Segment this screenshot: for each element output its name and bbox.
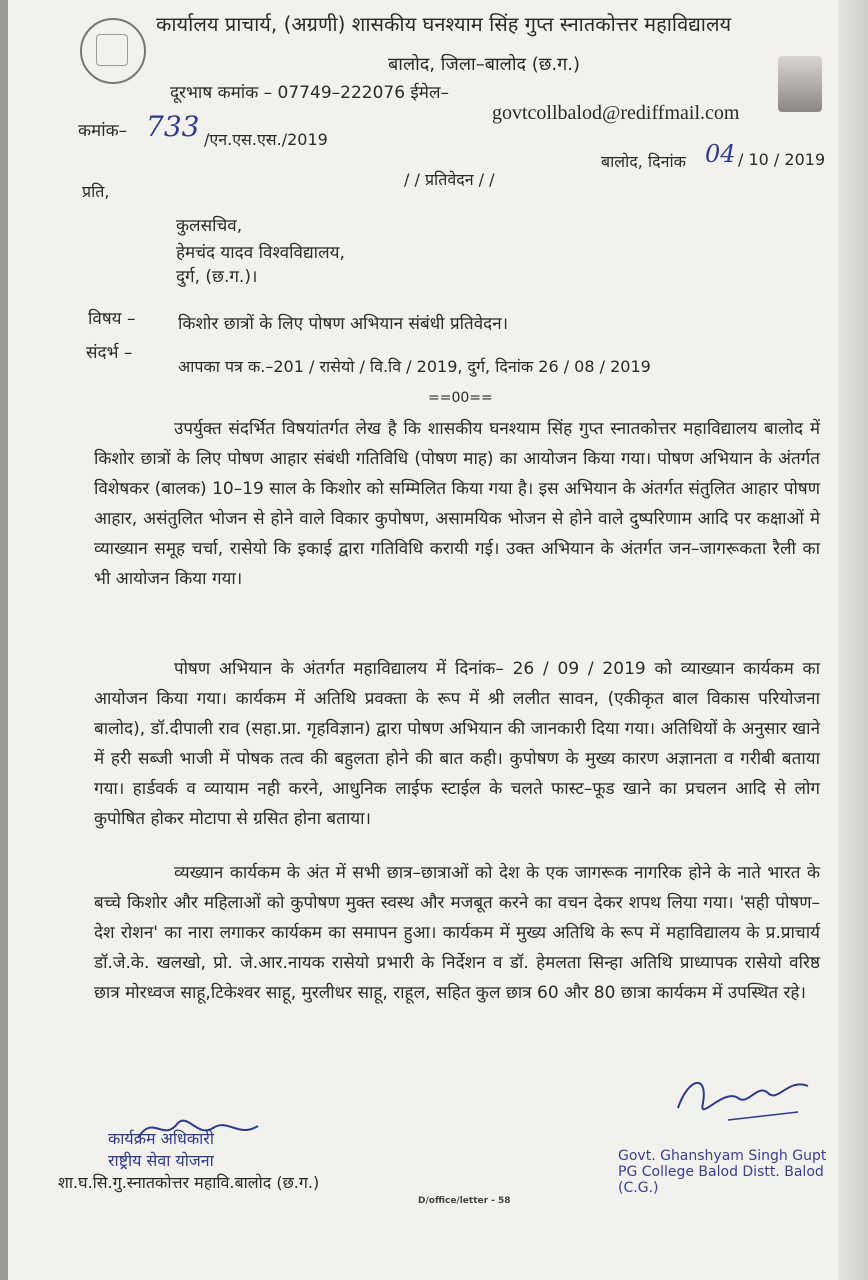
subject-text: किशोर छात्रों के लिए पोषण अभियान संबंधी प्रतिवेदन। — [178, 314, 509, 334]
letterhead-line1: कार्यालय प्राचार्य, (अग्रणी) शासकीय घनश्याम सिंह गुप्त स्नातकोत्तर महाविद्यालय — [156, 12, 732, 36]
ref-label: कमांक– — [78, 121, 128, 141]
page-edge — [838, 0, 868, 1280]
reference-label: संदर्भ – — [86, 343, 133, 363]
date-suffix: / 10 / 2019 — [738, 150, 826, 169]
officer-unit: राष्ट्रीय सेवा योजना — [108, 1151, 214, 1170]
to-line1: कुलसचिव, — [176, 216, 243, 236]
ref-suffix: /एन.एस.एस./2019 — [204, 130, 328, 149]
officer-college: शा.घ.सि.गु.स्नातकोत्तर महावि.बालोद (छ.ग.) — [58, 1173, 320, 1192]
principal-stamp-line1: Govt. Ghanshyam Singh Gupt — [618, 1148, 827, 1164]
paragraph-1: उपर्युक्त संदर्भित विषयांतर्गत लेख है कि शासकीय घनश्याम सिंह गुप्त स्नातकोत्तर महाविद्यालय बालोद में किशोर छात्रों के लिए पोषण आहार संबंधी गतिविधि (पोषण माह) का आयोजन किया गया। पोषण अभियान के अंतर्गत विशेषकर (बालक) 10–19 साल के किशोर को सम्मिलित किया गया है। इस अभियान के अंतर्गत संतुलित आहार पोषण आहार, असंतुलित भोजन से होने वाले विकार कुपोषण, असामयिक भोजन से होने वाले दुष्परिणाम आदि पर कक्षाओं मे व्याख्यान समूह चर्चा, रासेयो कि इकाई द्वारा गतिविधि करायी गई। उक्त अभियान के अंतर्गत जन–जागरूकता रैली का भी आयोजन किया गया। — [94, 419, 820, 589]
to-prefix: प्रति, — [82, 182, 110, 201]
to-line2: हेमचंद यादव विश्वविद्यालय, — [176, 243, 345, 263]
subject-label: विषय – — [88, 309, 136, 329]
to-line3: दुर्ग, (छ.ग.)। — [176, 267, 258, 287]
letter-page — [8, 0, 868, 1280]
principal-stamp — [618, 1148, 868, 1196]
letterhead-phone: दूरभाष कमांक – 07749–222076 ईमेल– — [170, 83, 449, 103]
divider: ==00== — [428, 390, 493, 406]
principal-stamp-line2: PG College Balod Distt. Balod (C.G.) — [618, 1164, 824, 1196]
footer-code: D/office/letter - 58 — [418, 1196, 511, 1206]
portrait-photo — [778, 56, 822, 112]
paragraph-2: पोषण अभियान के अंतर्गत महाविद्यालय में दिनांक– 26 / 09 / 2019 को व्याख्यान कार्यकम का आयोजन किया गया। कार्यकम में अतिथि प्रवक्ता के रूप में श्री ललीत सावन, (एकीकृत बाल विकास परियोजना बालोद), डॉ.दीपाली राव (सहा.प्रा. गृहविज्ञान) द्वारा पोषण अभियान की जानकारी दिया गया। अतिथियों के अनुसार खाने में हरी सब्जी भाजी में पोषक तत्व की बहुलता होने की बात कही। कुपोषण के मुख्य कारण अज्ञानता व गरीबी बताया गया। हार्डवर्क व व्यायाम नही करने, आधुनिक लाईफ स्टाईल के चलते फास्ट–फूड खाने का प्रचलन आदि से लोग कुपोषित होकर मोटापा से ग्रसित होना बताया। — [94, 659, 820, 829]
officer-title: कार्यक्रम अधिकारी — [108, 1129, 214, 1148]
reference-text: आपका पत्र क.–201 / रासेयो / वि.वि / 2019, दुर्ग, दिनांक 26 / 08 / 2019 — [178, 357, 651, 376]
ref-number: 733 — [146, 110, 200, 143]
date-prefix: बालोद, दिनांक — [601, 152, 686, 171]
letterhead-email: govtcollbalod@rediffmail.com — [492, 102, 740, 124]
doc-type: / / प्रतिवेदन / / — [404, 170, 495, 189]
letterhead-line2: बालोद, जिला–बालोद (छ.ग.) — [388, 54, 581, 75]
paragraph-3: व्यख्यान कार्यकम के अंत में सभी छात्र–छात्राओं को देश के एक जागरूक नागरिक होने के नाते भारत के बच्चे किशोर और महिलाओं को कुपोषण मुक्त स्वस्थ और मजबूत करने का वचन देकर शपथ लिया गया। 'सही पोषण–देश रोशन' का नारा लगाकर कार्यकम का समापन हुआ। कार्यकम में मुख्य अतिथि के रूप में महाविद्यालय के प्र.प्राचार्य डॉ.जे.के. खलखो, प्रो. जे.आर.नायक रासेयो प्रभारी के निर्देशन व डॉ. हेमलता सिन्हा अतिथि प्राध्यापक रासेयो वरिष्ठ छात्र मोरध्वज साहू,टिकेश्वर साहू, मुरलीधर साहू, राहूल, सहित कुल छात्र 60 और 80 छात्रा कार्यकम में उपस्थित रहे। — [94, 863, 820, 1003]
date-day: 04 — [705, 140, 736, 168]
principal-signature — [668, 1068, 818, 1128]
college-emblem — [80, 18, 146, 84]
officer-stamp — [58, 1128, 320, 1194]
